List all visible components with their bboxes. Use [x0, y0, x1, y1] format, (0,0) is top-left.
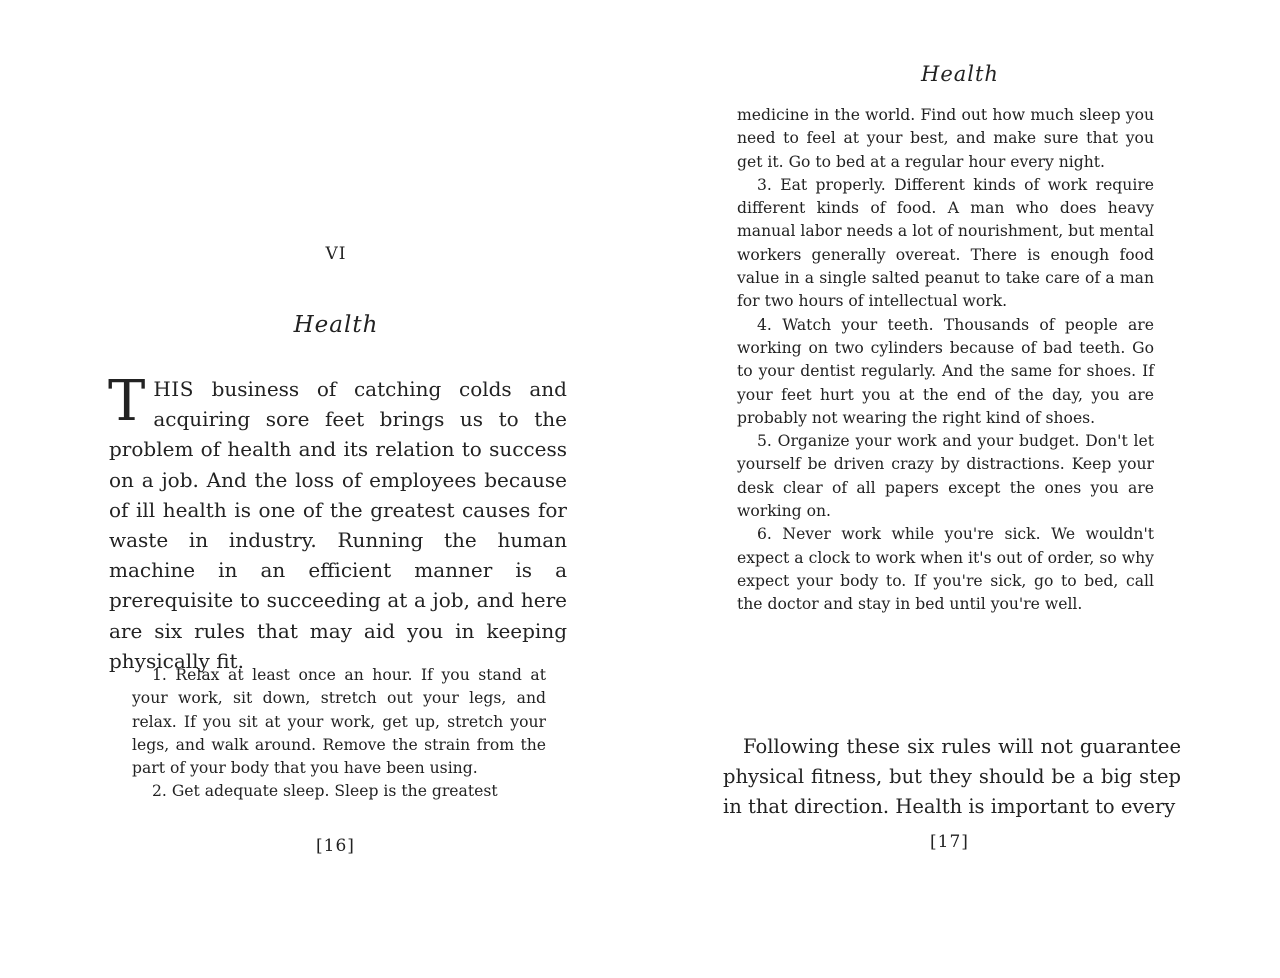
closing-text: Following these six rules will not guarantee physical fitness, but they should be a big step in that direction. Health is important to every [723, 735, 1181, 819]
intro-small-caps: HIS [153, 377, 194, 401]
intro-paragraph [108, 369, 567, 676]
right-page [640, 0, 1280, 978]
intro-text: business of catching colds and acquiring sore feet brings us to the problem of health and its relation to success on a job. And the loss of employees because of ill health is one of the greatest causes for waste in industry. Running the human machine in an efficient manner is a prerequisite to succeeding at a job, and here are six rules that may aid you in keeping physically fit. [109, 377, 567, 673]
rule-item: 2. Get adequate sleep. Sleep is the greatest [152, 782, 498, 801]
closing-paragraph [723, 732, 1181, 823]
rule-item: 1. Relax at least once an hour. If you stand at your work, sit down, stretch out your legs, and relax. If you sit at your work, get up, stretch your legs, and walk around. Remove the strain from the part of your body that you have been using. [132, 666, 546, 778]
drop-cap: T [108, 369, 146, 434]
rule-item: 3. Eat properly. Different kinds of work require different kinds of food. A man who does heavy manual labor needs a lot of nourishment, but mental workers generally overeat. There is enough food value in a single salted peanut to take care of a man for two hours of intellectual work. [737, 175, 1154, 311]
rule-item: 6. Never work while you're sick. We wouldn't expect a clock to work when it's out of order, so why expect your body to. If you're sick, go to bed, call the doctor and stay in bed until you're well. [737, 525, 1154, 614]
page-number-left: [16] [316, 836, 355, 856]
rule-continuation: medicine in the world. Find out how much sleep you need to feel at your best, and make sure that you get it. Go to bed at a regular hour every night. [737, 106, 1154, 171]
running-head: Health [921, 62, 999, 86]
chapter-number: VI [325, 244, 347, 264]
rule-item: 5. Organize your work and your budget. Don't let yourself be driven crazy by distractions. Keep your desk clear of all papers except the ones you are working on. [737, 432, 1154, 521]
page-number-right: [17] [930, 832, 969, 852]
rules-list-right [737, 104, 1154, 617]
rule-item: 4. Watch your teeth. Thousands of people are working on two cylinders because of bad teeth. Go to your dentist regularly. And the same for shoes. If your feet hurt you at the end of the day, you are probably not wearing the right kind of shoes. [737, 315, 1154, 427]
rules-list-left [132, 664, 546, 804]
chapter-title: Health [293, 312, 379, 338]
